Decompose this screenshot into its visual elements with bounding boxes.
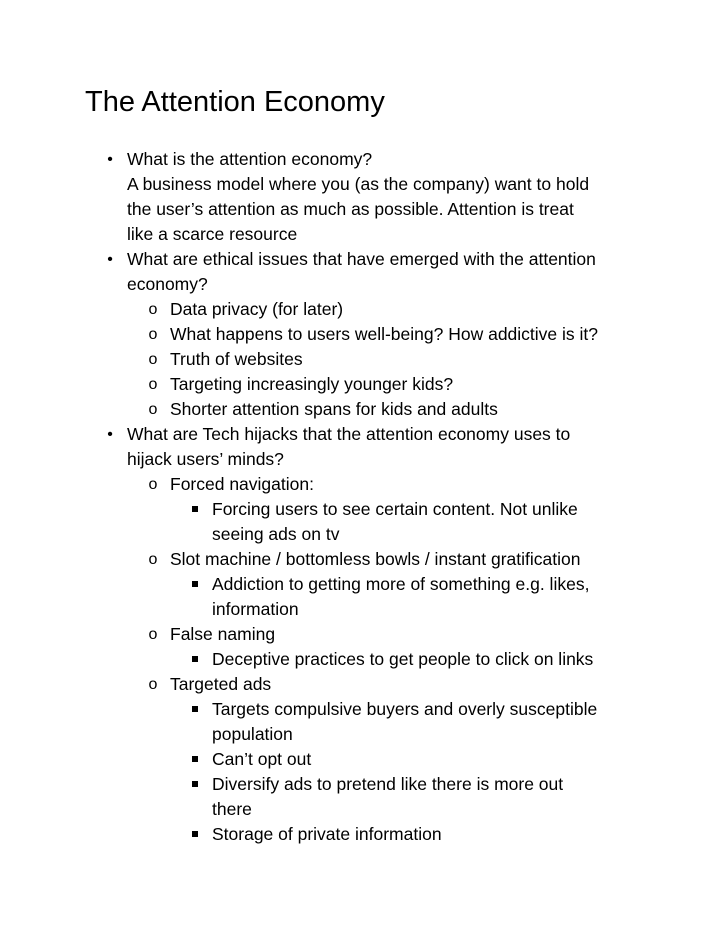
sub-list-item-text: Shorter attention spans for kids and adults <box>170 399 498 419</box>
circle-bullet-icon: o <box>148 401 158 418</box>
bullet-icon: • <box>107 251 113 268</box>
square-bullet-icon <box>189 572 201 597</box>
square-bullet-icon <box>189 647 201 672</box>
sub-sub-list-item-continuation <box>0 597 720 622</box>
sub-sub-list-item-text: population <box>212 724 293 744</box>
sub-sub-list-item <box>0 772 720 797</box>
sub-sub-list-item-continuation <box>0 797 720 822</box>
sub-sub-list-item-text: Addiction to getting more of something e.g. likes, <box>212 574 590 594</box>
list-item <box>0 147 720 172</box>
circle-bullet-icon: o <box>148 476 158 493</box>
sub-list-item-text: Data privacy (for later) <box>170 299 344 319</box>
sub-sub-list-item <box>0 572 720 597</box>
list-item-text: like a scarce resource <box>127 224 298 244</box>
sub-list-item-text: Targeting increasingly younger kids? <box>170 374 454 394</box>
circle-bullet-icon: o <box>148 351 158 368</box>
square-bullet-icon <box>189 497 201 522</box>
sub-sub-list-item-continuation <box>0 522 720 547</box>
sub-list-item-text: Targeted ads <box>170 674 272 694</box>
bullet-icon: • <box>107 151 113 168</box>
circle-bullet-icon: o <box>148 626 158 643</box>
sub-list-item <box>0 547 720 572</box>
sub-list-item <box>0 397 720 422</box>
list-item-text: hijack users’ minds? <box>127 449 284 469</box>
sub-list-item-text: Slot machine / bottomless bowls / instant gratification <box>170 549 581 569</box>
sub-list-item-text: What happens to users well-being? How addictive is it? <box>170 324 598 344</box>
sub-sub-list-item-text: there <box>212 799 252 819</box>
sub-sub-list-item-text: Forcing users to see certain content. Not unlike <box>212 499 578 519</box>
list-item-text: the user’s attention as much as possible. Attention is treat <box>127 199 574 219</box>
sub-sub-list-item-text: Diversify ads to pretend like there is more out <box>212 774 564 794</box>
sub-sub-list-item <box>0 697 720 722</box>
square-bullet-icon <box>189 772 201 797</box>
list-item-continuation <box>0 172 720 197</box>
circle-bullet-icon: o <box>148 326 158 343</box>
sub-list-item-text: Truth of websites <box>170 349 303 369</box>
sub-list-item-text: Forced navigation: <box>170 474 314 494</box>
sub-list-item <box>0 672 720 697</box>
sub-sub-list-item-text: Can’t opt out <box>212 749 312 769</box>
list-item-continuation <box>0 197 720 222</box>
bullet-list <box>0 147 720 847</box>
sub-sub-list-item <box>0 497 720 522</box>
square-bullet-icon <box>189 747 201 772</box>
page-title: The Attention Economy <box>85 86 385 118</box>
sub-sub-list-item <box>0 822 720 847</box>
sub-sub-list-item-text: seeing ads on tv <box>212 524 340 544</box>
sub-sub-list-item <box>0 747 720 772</box>
list-item-continuation <box>0 447 720 472</box>
sub-sub-list-item-text: Targets compulsive buyers and overly susceptible <box>212 699 598 719</box>
sub-sub-list-item-text: Deceptive practices to get people to click on links <box>212 649 594 669</box>
circle-bullet-icon: o <box>148 301 158 318</box>
list-item-text: What are Tech hijacks that the attention economy uses to <box>127 424 571 444</box>
sub-list-item <box>0 472 720 497</box>
sub-list-item <box>0 297 720 322</box>
sub-list-item <box>0 322 720 347</box>
bullet-icon: • <box>107 426 113 443</box>
list-item-text: What is the attention economy? <box>127 149 373 169</box>
square-bullet-icon <box>189 697 201 722</box>
circle-bullet-icon: o <box>148 376 158 393</box>
list-item <box>0 247 720 272</box>
sub-sub-list-item-continuation <box>0 722 720 747</box>
list-item-text: What are ethical issues that have emerged with the attention <box>127 249 596 269</box>
sub-list-item <box>0 372 720 397</box>
sub-list-item <box>0 347 720 372</box>
sub-list-item <box>0 622 720 647</box>
sub-sub-list-item-text: information <box>212 599 299 619</box>
list-item-text: A business model where you (as the company) want to hold <box>127 174 590 194</box>
list-item-continuation <box>0 222 720 247</box>
list-item-continuation <box>0 272 720 297</box>
sub-sub-list-item <box>0 647 720 672</box>
circle-bullet-icon: o <box>148 676 158 693</box>
square-bullet-icon <box>189 822 201 847</box>
list-item-text: economy? <box>127 274 208 294</box>
sub-list-item-text: False naming <box>170 624 276 644</box>
circle-bullet-icon: o <box>148 551 158 568</box>
sub-sub-list-item-text: Storage of private information <box>212 824 442 844</box>
list-item <box>0 422 720 447</box>
